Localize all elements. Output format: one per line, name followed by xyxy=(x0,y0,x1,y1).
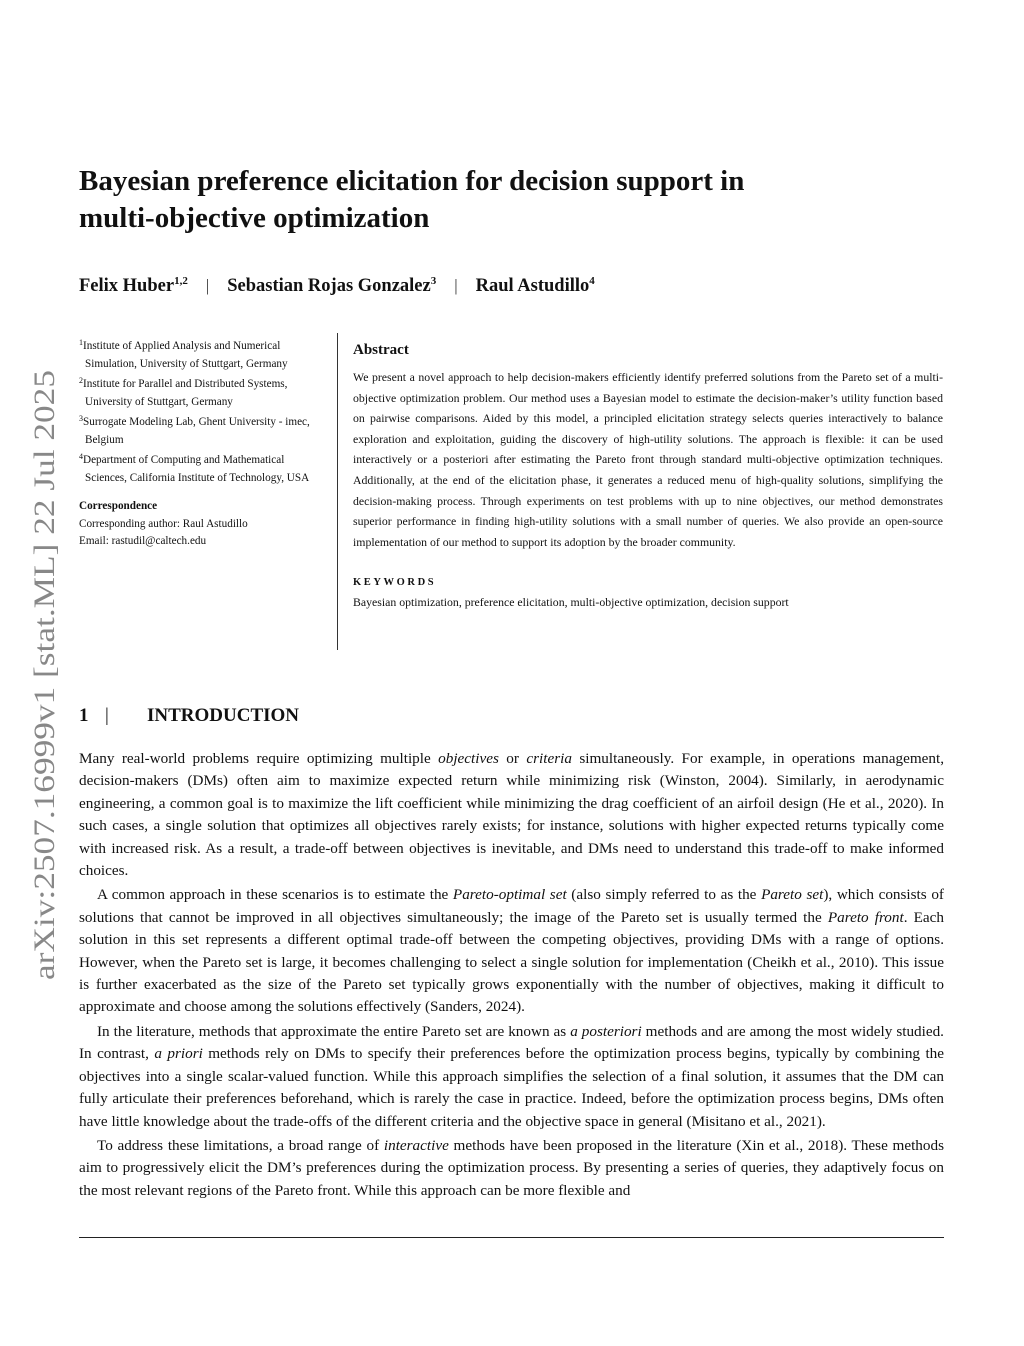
author-name: Raul Astudillo xyxy=(475,276,590,296)
footer-rule xyxy=(79,1237,944,1238)
author-superscript: 1,2 xyxy=(174,275,188,287)
paragraph xyxy=(79,884,944,1018)
section-title: INTRODUCTION xyxy=(147,705,300,726)
abstract-heading: Abstract xyxy=(353,342,409,358)
affiliation xyxy=(79,338,331,373)
text-run: methods and are among the most widely studied. In contrast, xyxy=(79,1022,944,1063)
affiliation xyxy=(79,414,331,449)
text-run: methods have been proposed in the literature (Xin et al., 2018). These methods aim to progressively elicit the DM’s preferences during the optimization process. By presenting a series of queries, they adaptively focus on the most relevant regions of the Pareto front. While this approach can be more flexible and xyxy=(79,1136,945,1199)
text-run: To address these limitations, a broad range of xyxy=(97,1136,384,1154)
affiliation-line: University of Stuttgart, Germany xyxy=(85,395,233,408)
text-run: ), which consists of solutions that cannot be improved in all objectives simultaneously; the image of the Pareto set is usually termed the xyxy=(79,886,944,926)
author-list xyxy=(79,273,959,299)
affiliation-superscript: 3 xyxy=(79,414,83,423)
affiliation-line: Simulation, University of Stuttgart, Germany xyxy=(85,357,288,370)
affiliation-line: Institute for Parallel and Distributed Systems, xyxy=(83,378,288,390)
author-name: Felix Huber xyxy=(79,276,175,296)
affiliation-superscript: 4 xyxy=(79,452,83,461)
section-heading xyxy=(79,703,959,729)
affiliation-superscript: 2 xyxy=(79,376,83,385)
italic-term: Pareto front xyxy=(827,908,904,926)
abstract-column xyxy=(353,339,943,613)
text-run: (also simply referred to as the xyxy=(566,886,762,904)
text-run: simultaneously. For example, in operations management, decision-makers (DMs) often aim to maximize expected return while minimizing risk (Winston, 2004). Similarly, in aerodynamic engineering, a common goal is to maximize the lift coefficient while minimizing the drag coefficient of an airfoil design (He et al., 2020). In such cases, a single solution that optimizes all objectives rarely exists; for instance, solutions with higher expected returns typically come with increased risk. As a result, a trade-off between objectives is inevitable, and DMs need to understand this trade-off to make informed choices. xyxy=(79,750,944,880)
affiliation-line: Belgium xyxy=(85,433,124,446)
author-superscript: 3 xyxy=(430,275,437,287)
affiliation-line: Surrogate Modeling Lab, Ghent University - imec, xyxy=(83,416,310,428)
affiliation-line: Sciences, California Institute of Technology, USA xyxy=(85,471,310,484)
introduction-body xyxy=(79,748,944,1204)
paragraph xyxy=(79,1021,944,1133)
correspondence-heading: Correspondence xyxy=(79,500,158,512)
text-run: . Each solution in this set represents a different optimal trade-off between the competing objectives, providing DMs with a range of options. However, when the Pareto set is large, it becomes challenging to select a single solution for implementation (Cheikh et al., 2010). This issue is further exacerbated as the size of the Pareto set typically grows exponentially with the number of objectives, making it difficult to approximate and choose among the solutions effectively (Sanders, 2024). xyxy=(79,908,944,1016)
abstract-text: We present a novel approach to help decision-makers efficiently identify preferred solutions from the Pareto set of a multi-objective optimization problem. Our method uses a Bayesian model to estimate the decision-maker’s utility function based on pairwise comparisons. Aided by this model, a principled elicitation strategy selects queries interactively to balance exploration and exploitation, guiding the discovery of high-utility solutions. The approach is flexible: it can be used interactively or a posteriori after estimating the Pareto front through standard multi-objective optimization techniques. Additionally, at the end of the elicitation phase, it generates a reduced menu of high-quality solutions, simplifying the decision-making process. Through experiments on test problems with up to nine objectives, our method demonstrates superior performance in finding high-utility solutions with a small number of queries. We also provide an open-source implementation of our method to support its adoption by the broader community. xyxy=(353,370,943,549)
column-divider xyxy=(337,333,338,650)
title-line-1: Bayesian preference elicitation for decision support in xyxy=(79,165,745,197)
paragraph xyxy=(79,1135,944,1202)
affiliation xyxy=(79,452,331,487)
italic-term: a priori xyxy=(154,1045,203,1063)
affiliation-superscript: 1 xyxy=(79,338,83,347)
italic-term: interactive xyxy=(383,1136,449,1154)
section-bar: | xyxy=(105,705,109,726)
title-line-2: multi-objective optimization xyxy=(79,202,430,234)
text-run: Many real-world problems require optimizing multiple xyxy=(79,750,439,767)
keywords-text: Bayesian optimization, preference elicitation, multi-objective optimization, decision support xyxy=(353,595,789,610)
affiliation-line: Department of Computing and Mathematical xyxy=(83,454,285,466)
author-separator: | xyxy=(205,276,210,295)
italic-term: criteria xyxy=(526,750,572,767)
keywords-heading: KEYWORDS xyxy=(353,577,437,589)
italic-term: objectives xyxy=(438,750,499,767)
affiliation-line: Institute of Applied Analysis and Numerical xyxy=(83,340,281,352)
text-run: A common approach in these scenarios is to estimate the xyxy=(97,886,453,904)
italic-term: Pareto set xyxy=(761,886,824,904)
author-separator: | xyxy=(454,276,458,295)
paragraph xyxy=(79,748,944,882)
correspondence-email: Email: rastudil@caltech.edu xyxy=(79,535,207,547)
arxiv-side-stamp xyxy=(18,360,66,1000)
corresponding-author: Corresponding author: Raul Astudillo xyxy=(79,517,248,530)
affiliation xyxy=(79,376,331,411)
italic-term: a posteriori xyxy=(570,1022,642,1040)
text-run: In the literature, methods that approximate the entire Pareto set are known as xyxy=(97,1022,571,1040)
text-run: methods rely on DMs to specify their preferences before the optimization process begins, typically by combining the objectives into a single scalar-valued function. While this approach simplifies the selection of a final solution, it assumes that the DM can fully articulate their preferences beforehand, which is rarely the case in practice. Indeed, before the optimization process begins, DMs often have little knowledge about the trade-offs of the different criteria and the objective space in general (Misitano et al., 2021). xyxy=(79,1045,944,1130)
text-run: or xyxy=(498,750,527,767)
affiliations-column xyxy=(79,338,331,551)
author-superscript: 4 xyxy=(589,275,595,287)
arxiv-identifier: arXiv:2507.16999v1 [stat.ML] 22 Jul 2025 xyxy=(28,461,61,980)
italic-term: Pareto-optimal set xyxy=(452,886,567,904)
section-number: 1 xyxy=(79,705,89,726)
author-name: Sebastian Rojas Gonzalez xyxy=(227,276,431,296)
paper-title xyxy=(79,163,959,237)
